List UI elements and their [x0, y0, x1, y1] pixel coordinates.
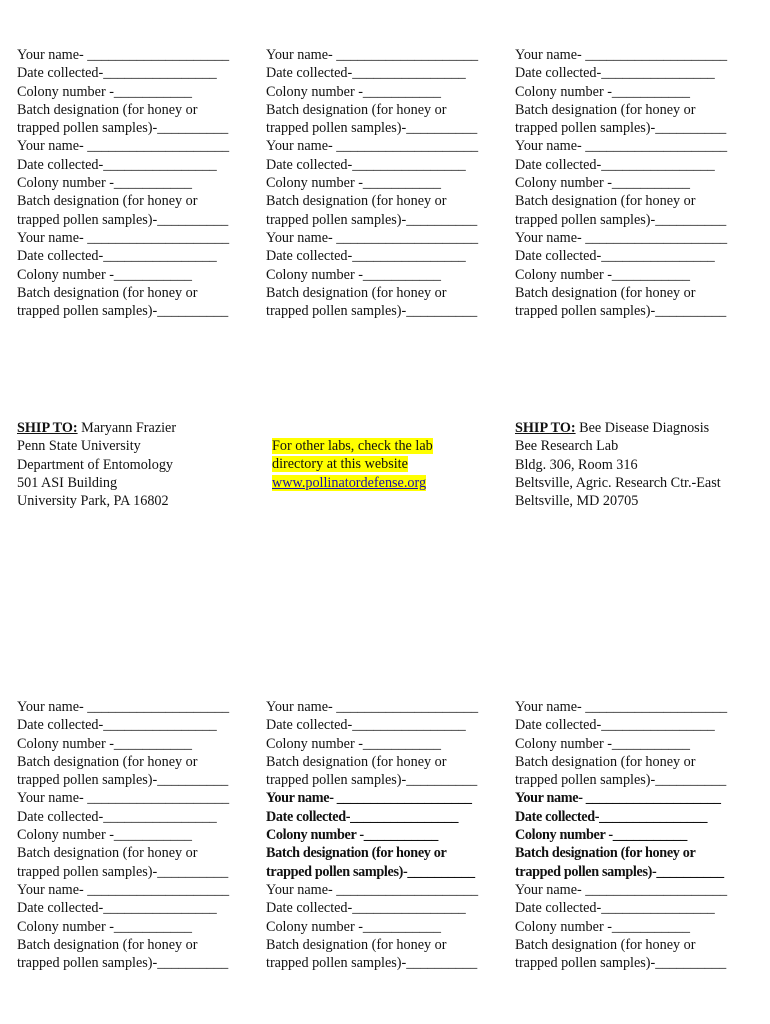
bottom-left-column [17, 698, 249, 972]
sample-label: Your name- ____________________ Date collected-________________ Colony number -___________ Batch designation (for honey or trapped pollen samples)-__________ [515, 47, 728, 137]
sample-label: Your name- ____________________ Date collected-________________ Colony number -___________ Batch designation (for honey or trapped pollen samples)-__________ [17, 229, 230, 320]
address-line: Department of Entomology [17, 456, 174, 473]
ship-to-penn-state [17, 419, 176, 510]
sample-label: Your name- ____________________ Date collected-________________ Colony number -___________ Batch designation (for honey or trapped pollen samples)-__________ [515, 138, 728, 228]
ship-to-heading: SHIP TO: [17, 420, 78, 436]
address-line: Bee Research Lab [515, 438, 619, 455]
sample-label: Your name- ____________________ Date collected-________________ Colony number -___________ Batch designation (for honey or trapped pollen samples)-__________ [17, 47, 230, 137]
sample-label: Your name- ____________________ Date collected-________________ Colony number -___________ Batch designation (for honey or trapped pollen samples)-__________ [515, 229, 728, 320]
bottom-middle-column [266, 698, 498, 972]
sample-label: Your name- ____________________ Date collected-________________ Colony number -___________ Batch designation (for honey or trapped pollen samples)-__________ [17, 881, 230, 972]
address-line: 501 ASI Building [17, 474, 118, 491]
bottom-right-column [515, 698, 747, 972]
sample-label: Your name- ____________________ Date collected-________________ Colony number -___________ Batch designation (for honey or trapped pollen samples)-__________ [17, 790, 230, 880]
sample-label: Your name- ____________________ Date collected-________________ Colony number -___________ Batch designation (for honey or trapped pollen samples)-__________ [515, 881, 728, 972]
address-line: Penn State University [17, 438, 141, 455]
sample-label: Your name- ____________________ Date collected-________________ Colony number -___________ Batch designation (for honey or trapped pollen samples)-__________ [515, 699, 728, 789]
address-line: Bldg. 306, Room 316 [515, 456, 638, 473]
top-right-column [515, 46, 747, 320]
other-labs-note [272, 437, 433, 492]
address-line: Beltsville, MD 20705 [515, 493, 639, 510]
note-line: directory at this website [272, 456, 408, 473]
sample-label: Your name- ____________________ Date collected-________________ Colony number -___________ Batch designation (for honey or trapped pollen samples)-__________ [17, 138, 230, 228]
sample-label: Your name- ____________________ Date collected-________________ Colony number -___________ Batch designation (for honey or trapped pollen samples)-__________ [17, 699, 230, 789]
sample-label: Your name- ____________________ Date collected-________________ Colony number -___________ Batch designation (for honey or trapped pollen samples)-__________ [266, 138, 479, 228]
recipient-name: Bee Disease Diagnosis [575, 420, 710, 436]
recipient-name: Maryann Frazier [77, 420, 177, 436]
sample-label: Your name- ____________________ Date collected-________________ Colony number -___________ Batch designation (for honey or trapped pollen samples)-__________ [266, 229, 479, 320]
note-line: For other labs, check the lab [272, 438, 433, 454]
ship-to-heading: SHIP TO: [515, 420, 576, 436]
sample-label: Your name- ____________________ Date collected-________________ Colony number -___________ Batch designation (for honey or trapped pollen samples)-__________ [266, 47, 479, 137]
address-line: University Park, PA 16802 [17, 493, 169, 510]
sample-label-bold: Your name- ____________________ Date collected-________________ Colony number -___________ Batch designation (for honey or trapped pollen samples)-__________ [266, 790, 475, 880]
sample-label: Your name- ____________________ Date collected-________________ Colony number -___________ Batch designation (for honey or trapped pollen samples)-__________ [266, 881, 479, 972]
address-line: Beltsville, Agric. Research Ctr.-East [515, 474, 721, 491]
sample-label-bold: Your name- ____________________ Date collected-________________ Colony number -___________ Batch designation (for honey or trapped pollen samples)-__________ [515, 790, 724, 880]
sample-label: Your name- ____________________ Date collected-________________ Colony number -___________ Batch designation (for honey or trapped pollen samples)-__________ [266, 699, 479, 789]
ship-to-beltsville [515, 419, 721, 510]
lab-directory-link[interactable]: www.pollinatordefense.org [272, 474, 427, 491]
top-left-column [17, 46, 249, 320]
top-middle-column [266, 46, 498, 320]
